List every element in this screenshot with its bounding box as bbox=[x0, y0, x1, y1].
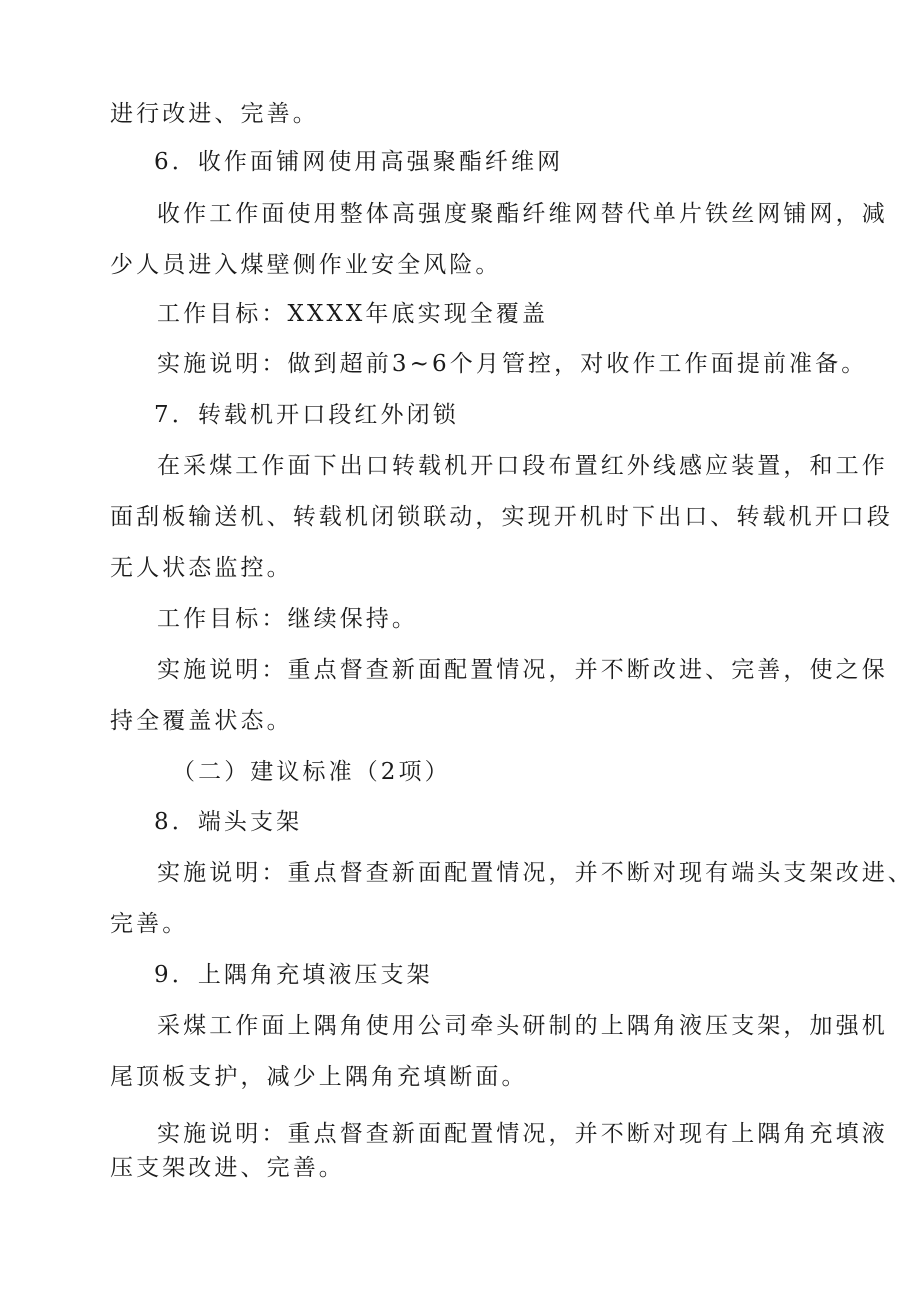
item-9-description-line-1: 采煤工作面上隅角使用公司牵头研制的上隅角液压支架，加强机 bbox=[157, 1013, 888, 1039]
item-7-implementation-note-line-1: 实施说明：重点督查新面配置情况，并不断改进、完善，使之保 bbox=[157, 657, 888, 683]
item-9-heading: 9．上隅角充填液压支架 bbox=[154, 962, 433, 988]
item-7-implementation-note-line-2: 持全覆盖状态。 bbox=[110, 708, 293, 734]
item-9-implementation-note-line-2: 压支架改进、完善。 bbox=[110, 1155, 345, 1181]
item-6-heading: 6．收作面铺网使用高强聚酯纤维网 bbox=[154, 149, 564, 175]
item-8-implementation-note-line-2: 完善。 bbox=[110, 911, 189, 937]
item-7-description-line-3: 无人状态监控。 bbox=[110, 555, 293, 581]
item-6-description-line-1: 收作工作面使用整体高强度聚酯纤维网替代单片铁丝网铺网，减 bbox=[157, 201, 888, 227]
item-9-description-line-2: 尾顶板支护，减少上隅角充填断面。 bbox=[110, 1064, 528, 1090]
item-8-implementation-note-line-1: 实施说明：重点督查新面配置情况，并不断对现有端头支架改进、 bbox=[157, 860, 914, 886]
item-6-implementation-note: 实施说明：做到超前3~6个月管控，对收作工作面提前准备。 bbox=[157, 351, 868, 377]
section-heading-recommended-standards: （二）建议标准（2项） bbox=[172, 759, 451, 785]
item-6-description-line-2: 少人员进入煤壁侧作业安全风险。 bbox=[110, 252, 502, 278]
item-7-heading: 7．转载机开口段红外闭锁 bbox=[154, 402, 459, 428]
item-6-work-target: 工作目标：XXXX年底实现全覆盖 bbox=[157, 301, 549, 327]
item-7-work-target: 工作目标：继续保持。 bbox=[157, 606, 418, 632]
item-9-implementation-note-line-1: 实施说明：重点督查新面配置情况，并不断对现有上隅角充填液 bbox=[157, 1121, 888, 1147]
item-8-heading: 8．端头支架 bbox=[154, 809, 303, 835]
item-7-description-line-1: 在采煤工作面下出口转载机开口段布置红外线感应装置，和工作 bbox=[157, 453, 888, 479]
item-7-description-line-2: 面刮板输送机、转载机闭锁联动，实现开机时下出口、转载机开口段 bbox=[110, 504, 893, 530]
paragraph-continuation: 进行改进、完善。 bbox=[110, 101, 319, 127]
